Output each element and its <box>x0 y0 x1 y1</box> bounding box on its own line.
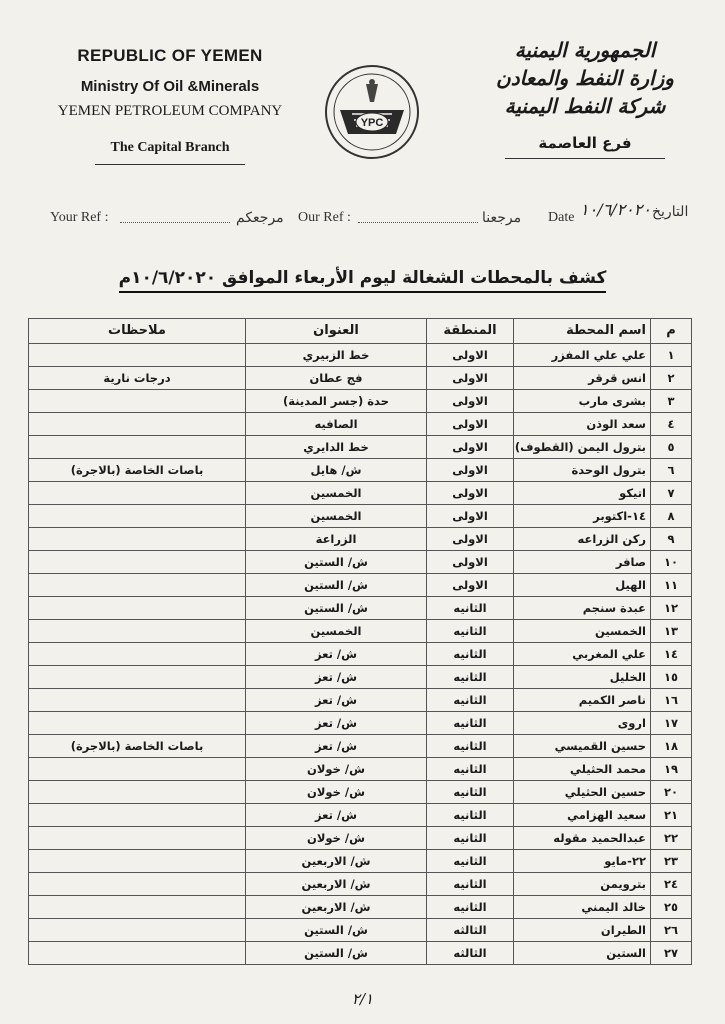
letterhead-english <box>40 46 300 165</box>
cell-notes <box>29 873 246 896</box>
cell-region: الاولى <box>427 367 514 390</box>
cell-station-name: عبدة سنجم <box>514 597 651 620</box>
table-row <box>29 436 692 459</box>
cell-station-name: الستين <box>514 942 651 965</box>
cell-region: الثانيه <box>427 850 514 873</box>
cell-address: ش/ الاربعين <box>246 896 427 919</box>
cell-address: ش/ تعز <box>246 712 427 735</box>
cell-region: الثانيه <box>427 666 514 689</box>
cell-address: خط الزبيري <box>246 344 427 367</box>
cell-address: ش/ تعز <box>246 735 427 758</box>
cell-notes <box>29 574 246 597</box>
cell-notes <box>29 344 246 367</box>
cell-address: ش/ هايل <box>246 459 427 482</box>
cell-notes <box>29 781 246 804</box>
cell-address: ش/ تعز <box>246 666 427 689</box>
cell-region: الثانيه <box>427 781 514 804</box>
country-name-ar: الجمهورية اليمنية <box>514 38 656 62</box>
cell-address: ش/ خولان <box>246 781 427 804</box>
cell-region: الثالثه <box>427 919 514 942</box>
cell-region: الثانيه <box>427 873 514 896</box>
cell-region: الاولى <box>427 413 514 436</box>
table-row <box>29 505 692 528</box>
company-name-ar: شركة النفط اليمنية <box>504 94 666 118</box>
cell-station-name: سعد الوذن <box>514 413 651 436</box>
cell-notes <box>29 482 246 505</box>
header-address: العنوان <box>246 319 427 344</box>
cell-notes <box>29 689 246 712</box>
cell-station-name: بترويمن <box>514 873 651 896</box>
cell-region: الثانيه <box>427 597 514 620</box>
table-row <box>29 459 692 482</box>
table-row <box>29 413 692 436</box>
cell-num: ٤ <box>651 413 692 436</box>
cell-num: ٢٤ <box>651 873 692 896</box>
cell-num: ٨ <box>651 505 692 528</box>
cell-notes <box>29 528 246 551</box>
table-row <box>29 482 692 505</box>
table-row <box>29 344 692 367</box>
page-number: ٢/١ <box>351 990 374 1008</box>
cell-station-name: ركن الزراعه <box>514 528 651 551</box>
cell-num: ١ <box>651 344 692 367</box>
cell-region: الثانيه <box>427 896 514 919</box>
stations-table <box>28 318 692 965</box>
cell-num: ٧ <box>651 482 692 505</box>
cell-notes <box>29 804 246 827</box>
cell-address: ش/ الستين <box>246 551 427 574</box>
cell-region: الاولى <box>427 459 514 482</box>
cell-num: ١٦ <box>651 689 692 712</box>
cell-address: ش/ الستين <box>246 574 427 597</box>
cell-station-name: علي المغربي <box>514 643 651 666</box>
cell-region: الثانيه <box>427 620 514 643</box>
date-value: ١٠/٦/٢٠٢٠ <box>580 200 651 219</box>
cell-station-name: حسين القميسي <box>514 735 651 758</box>
cell-station-name: بترول اليمن (القطوف) <box>514 436 651 459</box>
cell-num: ٢٥ <box>651 896 692 919</box>
cell-address: ش/ الاربعين <box>246 873 427 896</box>
cell-region: الثانيه <box>427 827 514 850</box>
cell-notes: باصات الخاصة (بالاجرة) <box>29 459 246 482</box>
cell-station-name: سعيد الهزامي <box>514 804 651 827</box>
ministry-name-en: Ministry Of Oil &Minerals <box>80 78 260 95</box>
cell-address: حدة (جسر المدينة) <box>246 390 427 413</box>
cell-region: الاولى <box>427 528 514 551</box>
table-row <box>29 758 692 781</box>
cell-address: ش/ تعز <box>246 689 427 712</box>
country-name-en: REPUBLIC OF YEMEN <box>77 46 263 65</box>
your-ref-field <box>120 210 230 223</box>
cell-num: ١٩ <box>651 758 692 781</box>
cell-notes <box>29 712 246 735</box>
cell-address: ش/ الستين <box>246 942 427 965</box>
cell-region: الاولى <box>427 505 514 528</box>
table-row <box>29 850 692 873</box>
cell-num: ٢٧ <box>651 942 692 965</box>
branch-name-en: The Capital Branch <box>95 140 245 165</box>
table-row <box>29 666 692 689</box>
cell-notes <box>29 827 246 850</box>
cell-notes <box>29 413 246 436</box>
cell-station-name: الخمسين <box>514 620 651 643</box>
cell-address: فج عطان <box>246 367 427 390</box>
cell-station-name: بشرى مارب <box>514 390 651 413</box>
cell-station-name: بترول الوحدة <box>514 459 651 482</box>
cell-station-name: محمد الحثيلي <box>514 758 651 781</box>
cell-address: الزراعة <box>246 528 427 551</box>
cell-address: ش/ الستين <box>246 919 427 942</box>
cell-address: الصافيه <box>246 413 427 436</box>
our-ref-field <box>358 210 478 223</box>
header-notes: ملاحظات <box>29 319 246 344</box>
cell-num: ١٨ <box>651 735 692 758</box>
cell-station-name: الخليل <box>514 666 651 689</box>
cell-notes <box>29 390 246 413</box>
table-row <box>29 551 692 574</box>
your-ref-ar: مرجعكم <box>236 211 284 226</box>
logo-text: YPC <box>360 117 384 129</box>
table-row <box>29 827 692 850</box>
cell-address: ش/ خولان <box>246 758 427 781</box>
cell-num: ١٥ <box>651 666 692 689</box>
cell-region: الثانيه <box>427 735 514 758</box>
cell-notes <box>29 620 246 643</box>
cell-num: ٢٦ <box>651 919 692 942</box>
cell-num: ١٤ <box>651 643 692 666</box>
cell-address: ش/ الاربعين <box>246 850 427 873</box>
table-row <box>29 689 692 712</box>
table-row <box>29 712 692 735</box>
branch-name-ar: فرع العاصمة <box>505 134 665 159</box>
cell-num: ١٠ <box>651 551 692 574</box>
cell-station-name: ١٤-اكتوبر <box>514 505 651 528</box>
table-row <box>29 735 692 758</box>
cell-num: ٩ <box>651 528 692 551</box>
cell-region: الاولى <box>427 482 514 505</box>
reference-line <box>40 200 689 230</box>
cell-address: الخمسين <box>246 482 427 505</box>
cell-station-name: علي علي المفزر <box>514 344 651 367</box>
cell-station-name: الطيران <box>514 919 651 942</box>
cell-address: الخمسين <box>246 620 427 643</box>
cell-num: ٢١ <box>651 804 692 827</box>
cell-num: ٢٣ <box>651 850 692 873</box>
cell-notes <box>29 551 246 574</box>
cell-address: ش/ خولان <box>246 827 427 850</box>
cell-station-name: عبدالحميد مقوله <box>514 827 651 850</box>
cell-station-name: انس قرقر <box>514 367 651 390</box>
cell-address: ش/ تعز <box>246 804 427 827</box>
table-row <box>29 804 692 827</box>
cell-station-name: صافر <box>514 551 651 574</box>
cell-num: ٦ <box>651 459 692 482</box>
cell-station-name: خالد اليمني <box>514 896 651 919</box>
cell-address: الخمسين <box>246 505 427 528</box>
document-title: كشف بالمحطات الشغالة ليوم الأربعاء الموافق ١٠/٦/٢٠٢٠م <box>0 268 725 288</box>
our-ref-label: Our Ref : <box>298 210 351 225</box>
table-row <box>29 781 692 804</box>
table-header-row <box>29 319 692 344</box>
cell-num: ٣ <box>651 390 692 413</box>
ypc-logo <box>322 62 422 162</box>
cell-num: ١٧ <box>651 712 692 735</box>
letterhead-arabic <box>485 36 685 159</box>
table-row <box>29 919 692 942</box>
table-row <box>29 942 692 965</box>
cell-notes <box>29 850 246 873</box>
company-name-en: YEMEN PETROLEUM COMPANY <box>57 103 283 119</box>
cell-region: الاولى <box>427 344 514 367</box>
cell-num: ٢ <box>651 367 692 390</box>
cell-notes <box>29 436 246 459</box>
cell-num: ١٢ <box>651 597 692 620</box>
header-region: المنطقة <box>427 319 514 344</box>
cell-num: ٥ <box>651 436 692 459</box>
cell-notes <box>29 505 246 528</box>
cell-address: ش/ تعز <box>246 643 427 666</box>
table-row <box>29 390 692 413</box>
table-row <box>29 597 692 620</box>
cell-station-name: الهيل <box>514 574 651 597</box>
table-row <box>29 574 692 597</box>
cell-notes <box>29 758 246 781</box>
table-row <box>29 873 692 896</box>
cell-station-name: حسين الحثيلي <box>514 781 651 804</box>
cell-address: ش/ الستين <box>246 597 427 620</box>
header-name: اسم المحطة <box>514 319 651 344</box>
date-ar: التاريخ <box>652 205 689 220</box>
cell-num: ١١ <box>651 574 692 597</box>
cell-region: الاولى <box>427 574 514 597</box>
cell-region: الثانيه <box>427 643 514 666</box>
cell-region: الثانيه <box>427 804 514 827</box>
cell-notes <box>29 597 246 620</box>
cell-notes <box>29 666 246 689</box>
cell-num: ٢٢ <box>651 827 692 850</box>
cell-address: خط الدايري <box>246 436 427 459</box>
table-row <box>29 620 692 643</box>
your-ref-label: Your Ref : <box>50 210 109 225</box>
table-row <box>29 367 692 390</box>
cell-station-name: ٢٢-مايو <box>514 850 651 873</box>
cell-region: الثانيه <box>427 712 514 735</box>
cell-region: الثانيه <box>427 758 514 781</box>
date-label: Date <box>548 210 575 225</box>
cell-region: الثانيه <box>427 689 514 712</box>
cell-notes: درجات نارية <box>29 367 246 390</box>
table-row <box>29 896 692 919</box>
cell-notes <box>29 896 246 919</box>
cell-notes <box>29 919 246 942</box>
cell-station-name: اتيكو <box>514 482 651 505</box>
cell-notes <box>29 643 246 666</box>
ministry-name-ar: وزارة النفط والمعادن <box>496 66 674 90</box>
cell-region: الاولى <box>427 436 514 459</box>
cell-num: ٢٠ <box>651 781 692 804</box>
cell-num: ١٣ <box>651 620 692 643</box>
cell-region: الاولى <box>427 390 514 413</box>
table-row <box>29 643 692 666</box>
cell-station-name: اروى <box>514 712 651 735</box>
our-ref-ar: مرجعنا <box>482 211 522 226</box>
cell-region: الثالثه <box>427 942 514 965</box>
table-row <box>29 528 692 551</box>
cell-region: الاولى <box>427 551 514 574</box>
cell-notes: باصات الخاصة (بالاجرة) <box>29 735 246 758</box>
header-num: م <box>651 319 692 344</box>
cell-notes <box>29 942 246 965</box>
cell-station-name: ناصر الكميم <box>514 689 651 712</box>
